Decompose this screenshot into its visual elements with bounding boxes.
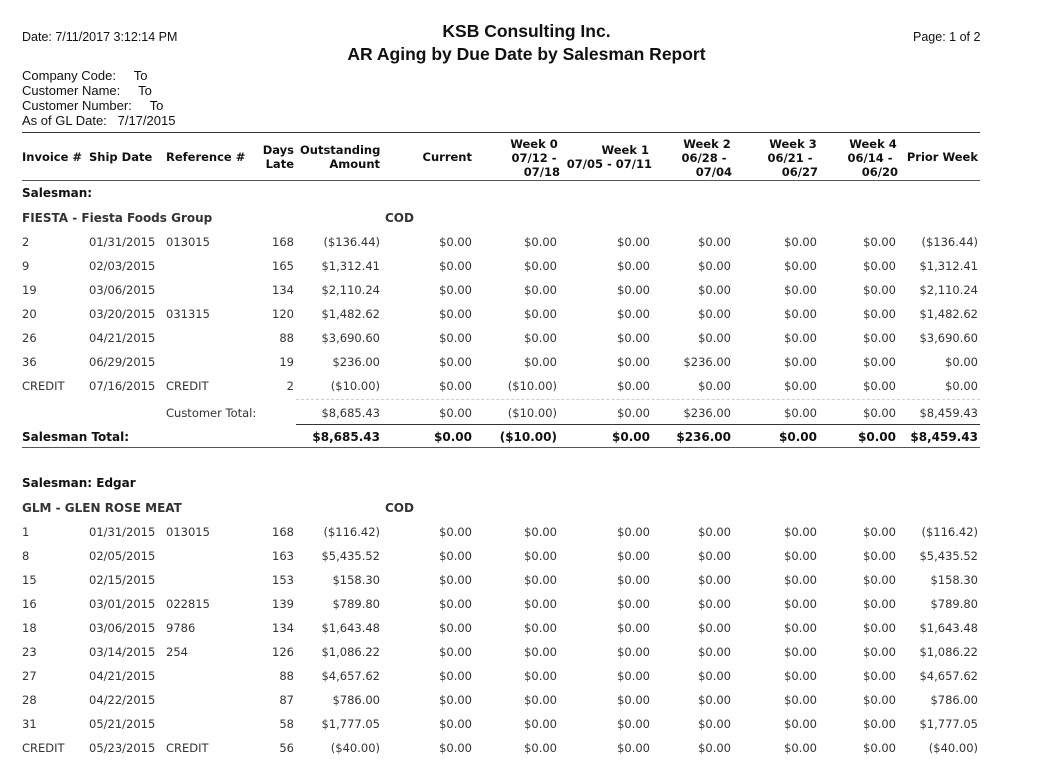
col-week0-line3: 07/18 [523, 165, 560, 179]
cell-prior: $5,435.52 [919, 549, 978, 563]
col-week0-line1: Week 0 [510, 137, 558, 151]
cell-week2: $0.00 [698, 597, 731, 611]
cell-week1: $0.00 [617, 645, 650, 659]
cell-week0: $0.00 [524, 549, 557, 563]
col-week4-line3: 06/20 [861, 165, 898, 179]
cell-days-late: 139 [272, 597, 294, 611]
cell-week3: $0.00 [784, 621, 817, 635]
cell-week4: $0.00 [863, 597, 896, 611]
cell-week4: $0.00 [863, 235, 896, 249]
customer-terms-2: COD [385, 501, 414, 515]
cell-prior: $1,643.48 [919, 621, 978, 635]
cell-outstanding: $158.30 [332, 573, 380, 587]
cell-outstanding: $4,657.62 [321, 669, 380, 683]
cell-prior: $1,777.05 [919, 717, 978, 731]
cell-ship-date: 03/14/2015 [89, 645, 156, 659]
cell-week1: $0.00 [617, 549, 650, 563]
cell-outstanding: ($116.42) [323, 525, 380, 539]
company-name-text: KSB Consulting Inc. [442, 21, 611, 41]
cell-ship-date: 02/03/2015 [89, 259, 156, 273]
salesman-label: Salesman: [22, 186, 93, 200]
cell-week2: $0.00 [698, 259, 731, 273]
col-week4-line1: Week 4 [849, 137, 897, 151]
cell-prior: $0.00 [945, 379, 978, 393]
cell-week0: $0.00 [524, 669, 557, 683]
cell-invoice: CREDIT [22, 741, 65, 755]
cell-current: $0.00 [439, 259, 472, 273]
cell-reference: 254 [166, 645, 188, 659]
param-as-of-date: As of GL Date: 7/17/2015 [22, 113, 176, 128]
cell-outstanding: ($136.44) [323, 235, 380, 249]
cell-days-late: 120 [272, 307, 294, 321]
cell-prior: $0.00 [945, 355, 978, 369]
cell-invoice: 2 [22, 235, 30, 249]
cell-week2: $0.00 [698, 573, 731, 587]
cell-outstanding: $1,777.05 [321, 717, 380, 731]
cell-ship-date: 06/29/2015 [89, 355, 156, 369]
cell-outstanding: $789.80 [332, 597, 380, 611]
cell-week4: $0.00 [863, 307, 896, 321]
cell-week3: $0.00 [784, 693, 817, 707]
cell-current: $0.00 [439, 235, 472, 249]
cell-ship-date: 01/31/2015 [89, 235, 156, 249]
report-date: Date: 7/11/2017 3:12:14 PM [22, 30, 178, 44]
cell-week4: $0.00 [863, 741, 896, 755]
salesman-total-bottom-rule [22, 447, 980, 448]
cell-week4: $0.00 [858, 430, 896, 444]
salesman-label-2: Salesman: Edgar [22, 476, 136, 490]
customer-total-rule [296, 399, 980, 400]
cell-week3: $0.00 [784, 597, 817, 611]
report-title-text: AR Aging by Due Date by Salesman Report [347, 44, 706, 64]
cell-current: $0.00 [439, 693, 472, 707]
col-week1 [560, 143, 652, 171]
cell-prior: $2,110.24 [919, 283, 978, 297]
cell-week3: $0.00 [784, 283, 817, 297]
cell-week4: $0.00 [863, 406, 896, 420]
cell-week4: $0.00 [863, 717, 896, 731]
col-week2-line1: Week 2 [683, 137, 731, 151]
cell-outstanding: $1,086.22 [321, 645, 380, 659]
cell-week0: $0.00 [524, 741, 557, 755]
cell-current: $0.00 [439, 645, 472, 659]
cell-prior: ($116.42) [921, 525, 978, 539]
salesman-total-top-rule [296, 424, 980, 425]
cell-week1: $0.00 [617, 259, 650, 273]
param-customer-name: Customer Name: To [22, 83, 152, 98]
cell-invoice: 16 [22, 597, 37, 611]
cell-week2: $0.00 [698, 717, 731, 731]
cell-outstanding: $1,482.62 [321, 307, 380, 321]
cell-current: $0.00 [439, 717, 472, 731]
cell-days-late: 56 [279, 741, 294, 755]
cell-week4: $0.00 [863, 355, 896, 369]
cell-week1: $0.00 [617, 573, 650, 587]
cell-week3: $0.00 [784, 331, 817, 345]
cell-week2: $0.00 [698, 235, 731, 249]
cell-prior: $1,482.62 [919, 307, 978, 321]
cell-week2: $0.00 [698, 379, 731, 393]
cell-prior: $158.30 [930, 573, 978, 587]
cell-current: $0.00 [439, 741, 472, 755]
col-days-late-line2: Late [265, 157, 294, 171]
cell-week3: $0.00 [784, 379, 817, 393]
col-week3 [762, 137, 818, 179]
cell-invoice: 1 [22, 525, 30, 539]
cell-ship-date: 02/05/2015 [89, 549, 156, 563]
col-week2-line3: 07/04 [695, 165, 732, 179]
cell-reference: 013015 [166, 525, 210, 539]
cell-week2: $0.00 [698, 307, 731, 321]
cell-outstanding: $8,685.43 [321, 406, 380, 420]
cell-week4: $0.00 [863, 283, 896, 297]
cell-week1: $0.00 [617, 669, 650, 683]
col-week3-line1: Week 3 [769, 137, 817, 151]
cell-ship-date: 01/31/2015 [89, 525, 156, 539]
cell-week4: $0.00 [863, 259, 896, 273]
cell-week4: $0.00 [863, 693, 896, 707]
col-reference: Reference # [166, 150, 246, 164]
cell-prior: $1,086.22 [919, 645, 978, 659]
cell-week0: $0.00 [524, 235, 557, 249]
cell-week2: $0.00 [698, 525, 731, 539]
customer-terms: COD [385, 211, 414, 225]
cell-current: $0.00 [439, 573, 472, 587]
cell-invoice: 15 [22, 573, 37, 587]
cell-week2: $0.00 [698, 645, 731, 659]
cell-week1: $0.00 [617, 355, 650, 369]
cell-current: $0.00 [439, 406, 472, 420]
cell-outstanding: ($40.00) [330, 741, 380, 755]
cell-reference: 013015 [166, 235, 210, 249]
cell-days-late: 19 [279, 355, 294, 369]
col-outstanding-line2: Amount [329, 157, 380, 171]
cell-outstanding: $8,685.43 [312, 430, 380, 444]
cell-ship-date: 05/23/2015 [89, 741, 156, 755]
salesman-total-label: Salesman Total: [22, 430, 130, 444]
cell-week1: $0.00 [617, 283, 650, 297]
col-invoice: Invoice # [22, 150, 83, 164]
cell-week1: $0.00 [612, 430, 650, 444]
col-week4 [842, 137, 898, 179]
cell-days-late: 87 [279, 693, 294, 707]
cell-days-late: 88 [279, 331, 294, 345]
cell-week2: $0.00 [698, 693, 731, 707]
col-week2 [676, 137, 732, 179]
cell-week4: $0.00 [863, 669, 896, 683]
cell-outstanding: $2,110.24 [321, 283, 380, 297]
cell-week2: $0.00 [698, 621, 731, 635]
cell-days-late: 88 [279, 669, 294, 683]
header-top-rule [22, 132, 980, 133]
cell-outstanding: $786.00 [332, 693, 380, 707]
cell-week3: $0.00 [784, 741, 817, 755]
cell-invoice: 18 [22, 621, 37, 635]
cell-week0: $0.00 [524, 573, 557, 587]
cell-week0: $0.00 [524, 597, 557, 611]
cell-invoice: 26 [22, 331, 37, 345]
cell-week3: $0.00 [784, 645, 817, 659]
cell-invoice: 19 [22, 283, 37, 297]
cell-current: $0.00 [439, 669, 472, 683]
cell-invoice: 23 [22, 645, 37, 659]
col-week4-line2: 06/14 - [847, 151, 893, 165]
cell-outstanding: $1,643.48 [321, 621, 380, 635]
cell-week4: $0.00 [863, 573, 896, 587]
cell-week0: $0.00 [524, 525, 557, 539]
cell-ship-date: 03/20/2015 [89, 307, 156, 321]
cell-week3: $0.00 [784, 355, 817, 369]
cell-invoice: 9 [22, 259, 30, 273]
col-week0 [500, 137, 560, 179]
cell-week0: $0.00 [524, 259, 557, 273]
cell-prior: $1,312.41 [919, 259, 978, 273]
cell-week0: $0.00 [524, 717, 557, 731]
cell-week4: $0.00 [863, 331, 896, 345]
cell-reference: CREDIT [166, 379, 209, 393]
cell-week3: $0.00 [784, 307, 817, 321]
cell-days-late: 168 [272, 235, 294, 249]
cell-ship-date: 03/01/2015 [89, 597, 156, 611]
cell-days-late: 168 [272, 525, 294, 539]
cell-invoice: 27 [22, 669, 37, 683]
cell-outstanding: $1,312.41 [321, 259, 380, 273]
cell-current: $0.00 [439, 355, 472, 369]
cell-prior: ($40.00) [928, 741, 978, 755]
cell-ship-date: 02/15/2015 [89, 573, 156, 587]
cell-week3: $0.00 [784, 549, 817, 563]
cell-week2: $236.00 [676, 430, 731, 444]
cell-days-late: 134 [272, 283, 294, 297]
cell-prior: $8,459.43 [919, 406, 978, 420]
col-week2-line2: 06/28 - [681, 151, 727, 165]
col-days-late-line1: Days [262, 143, 294, 157]
cell-week3: $0.00 [784, 525, 817, 539]
cell-week3: $0.00 [784, 717, 817, 731]
cell-prior: ($136.44) [921, 235, 978, 249]
col-week3-line3: 06/27 [781, 165, 818, 179]
cell-outstanding: $3,690.60 [321, 331, 380, 345]
cell-week0: ($10.00) [507, 406, 557, 420]
cell-week4: $0.00 [863, 621, 896, 635]
param-customer-number: Customer Number: To [22, 98, 164, 113]
cell-week1: $0.00 [617, 693, 650, 707]
cell-week1: $0.00 [617, 406, 650, 420]
cell-ship-date: 05/21/2015 [89, 717, 156, 731]
cell-prior: $4,657.62 [919, 669, 978, 683]
cell-current: $0.00 [439, 283, 472, 297]
cell-week1: $0.00 [617, 307, 650, 321]
cell-week0: $0.00 [524, 307, 557, 321]
cell-week3: $0.00 [779, 430, 817, 444]
cell-week4: $0.00 [863, 525, 896, 539]
cell-current: $0.00 [439, 525, 472, 539]
cell-days-late: 126 [272, 645, 294, 659]
cell-week1: $0.00 [617, 741, 650, 755]
cell-days-late: 58 [279, 717, 294, 731]
cell-week3: $0.00 [784, 406, 817, 420]
col-ship-date: Ship Date [89, 150, 153, 164]
cell-prior: $3,690.60 [919, 331, 978, 345]
customer-name-2: GLM - GLEN ROSE MEAT [22, 501, 182, 515]
cell-week1: $0.00 [617, 621, 650, 635]
cell-outstanding: ($10.00) [330, 379, 380, 393]
cell-week4: $0.00 [863, 379, 896, 393]
col-days-late [254, 143, 294, 171]
cell-week0: $0.00 [524, 645, 557, 659]
cell-invoice: 31 [22, 717, 37, 731]
cell-reference: 9786 [166, 621, 196, 635]
cell-week3: $0.00 [784, 259, 817, 273]
cell-week0: $0.00 [524, 693, 557, 707]
customer-total-label: Customer Total: [166, 406, 257, 420]
cell-invoice: 28 [22, 693, 37, 707]
cell-week1: $0.00 [617, 525, 650, 539]
page-number: Page: 1 of 2 [913, 30, 981, 44]
cell-reference: 022815 [166, 597, 210, 611]
cell-invoice: CREDIT [22, 379, 65, 393]
header-bottom-rule [22, 180, 980, 181]
cell-week2: $0.00 [698, 669, 731, 683]
col-week0-line2: 07/12 - [511, 151, 557, 165]
customer-name: FIESTA - Fiesta Foods Group [22, 211, 213, 225]
cell-prior: $786.00 [930, 693, 978, 707]
cell-week1: $0.00 [617, 597, 650, 611]
cell-reference: 031315 [166, 307, 210, 321]
cell-week1: $0.00 [617, 379, 650, 393]
col-week3-line2: 06/21 - [767, 151, 813, 165]
cell-week2: $236.00 [683, 406, 731, 420]
cell-week1: $0.00 [617, 717, 650, 731]
cell-ship-date: 07/16/2015 [89, 379, 156, 393]
cell-week0: $0.00 [524, 331, 557, 345]
col-prior-week: Prior Week [906, 150, 978, 164]
cell-week3: $0.00 [784, 669, 817, 683]
cell-days-late: 2 [286, 379, 294, 393]
report-title [0, 44, 1053, 65]
cell-current: $0.00 [439, 597, 472, 611]
cell-week0: $0.00 [524, 621, 557, 635]
cell-days-late: 153 [272, 573, 294, 587]
cell-days-late: 165 [272, 259, 294, 273]
col-week1-line2: 07/05 - 07/11 [566, 157, 652, 171]
cell-week4: $0.00 [863, 549, 896, 563]
cell-current: $0.00 [434, 430, 472, 444]
cell-current: $0.00 [439, 331, 472, 345]
cell-ship-date: 04/21/2015 [89, 331, 156, 345]
cell-prior: $8,459.43 [910, 430, 978, 444]
company-name [0, 21, 1053, 42]
cell-week3: $0.00 [784, 235, 817, 249]
cell-current: $0.00 [439, 307, 472, 321]
cell-week2: $0.00 [698, 283, 731, 297]
cell-outstanding: $236.00 [332, 355, 380, 369]
cell-ship-date: 04/22/2015 [89, 693, 156, 707]
col-week1-line1: Week 1 [601, 143, 649, 157]
cell-current: $0.00 [439, 379, 472, 393]
col-outstanding-line1: Outstanding [300, 143, 381, 157]
cell-week4: $0.00 [863, 645, 896, 659]
cell-reference: CREDIT [166, 741, 209, 755]
cell-current: $0.00 [439, 549, 472, 563]
cell-ship-date: 03/06/2015 [89, 621, 156, 635]
cell-week2: $0.00 [698, 331, 731, 345]
cell-week3: $0.00 [784, 573, 817, 587]
cell-prior: $789.80 [930, 597, 978, 611]
cell-invoice: 20 [22, 307, 37, 321]
cell-week2: $0.00 [698, 741, 731, 755]
cell-outstanding: $5,435.52 [321, 549, 380, 563]
col-current: Current [422, 150, 472, 164]
cell-days-late: 163 [272, 549, 294, 563]
cell-week1: $0.00 [617, 331, 650, 345]
cell-week1: $0.00 [617, 235, 650, 249]
cell-ship-date: 04/21/2015 [89, 669, 156, 683]
cell-invoice: 8 [22, 549, 30, 563]
cell-current: $0.00 [439, 621, 472, 635]
param-company-code: Company Code: To [22, 68, 148, 83]
cell-week0: ($10.00) [499, 430, 557, 444]
cell-ship-date: 03/06/2015 [89, 283, 156, 297]
cell-week0: $0.00 [524, 283, 557, 297]
cell-week0: ($10.00) [507, 379, 557, 393]
cell-invoice: 36 [22, 355, 37, 369]
cell-week2: $236.00 [683, 355, 731, 369]
col-outstanding [300, 143, 380, 171]
cell-week0: $0.00 [524, 355, 557, 369]
cell-days-late: 134 [272, 621, 294, 635]
cell-week2: $0.00 [698, 549, 731, 563]
